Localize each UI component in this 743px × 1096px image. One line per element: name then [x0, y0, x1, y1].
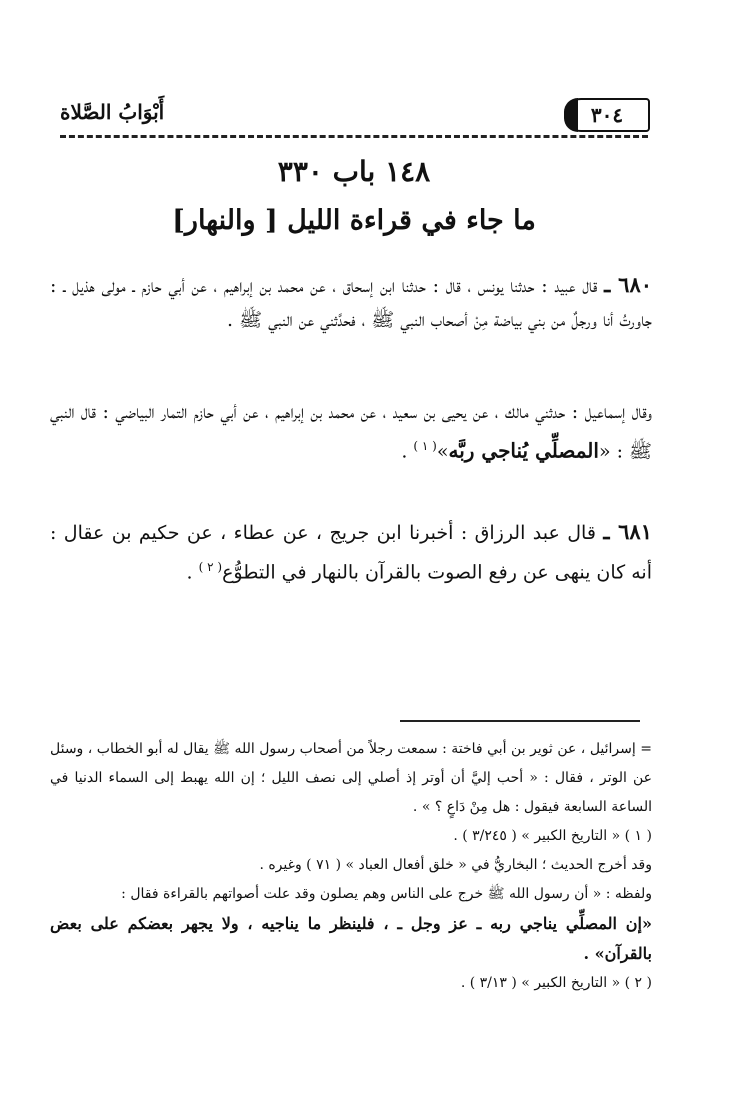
footnote-1-bold-quote: «إن المصلِّي يناجي ربه ـ عز وجل ـ ، فلينظر ما يناجيه ، ولا يجهر بعضكم على بعض بالقرآن» . [50, 914, 652, 963]
footnote-1-wording: ولفظه : « أن رسول الله ﷺ خرج على الناس وهم يصلون وقد علت أصواتهم بالقراءة فقال : [121, 886, 652, 902]
hadith-text: قال عبيد : حدثنا يونس ، قال : حدثنا ابن إسحاق ، عن محمد بن إبراهيم ، عن أبي حازم ـ مولى هذيل ـ : جاورتُ أنا ورجلٌ من بني بياضة مِنْ أصحاب النبي ﷺ ، فحدَّثني عن النبي ﷺ . [50, 275, 652, 331]
page-number: ٣٠٤ [564, 98, 650, 132]
period: . [186, 561, 199, 584]
hadith-text: وقال إسماعيل : حدثني مالك ، عن يحيى بن سعيد ، عن محمد بن إبراهيم ، عن أبي حازم التمار البياضي : قال النبي ﷺ : « [50, 401, 652, 463]
chapter-title: ما جاء في قراءة الليل [ والنهار] [172, 205, 536, 236]
hadith-680 [50, 268, 652, 337]
footnote-1: ( ١ ) « التاريخ الكبير » ( ٣/٢٤٥ ) . [453, 828, 652, 844]
quote-close: » [436, 440, 449, 463]
hadith-text: قال عبد الرزاق : أخبرنا ابن جريج ، عن عطاء ، عن حكيم بن عقال : أنه كان ينهى عن رفع الصوت بالقرآن بالنهار في التطوُّع [50, 522, 652, 584]
running-title: أَبْوَابُ الصَّلاة [60, 100, 165, 124]
period: . [401, 440, 414, 463]
footnote-ref-2: ( ٢ ) [198, 560, 223, 574]
hadith-matn-bold: المصلِّي يُناجي ربَّه [448, 438, 599, 463]
footnote-2: ( ٢ ) « التاريخ الكبير » ( ٣/١٣ ) . [460, 975, 652, 991]
header-divider [60, 135, 648, 138]
footnote-ref-1: ( ١ ) [413, 439, 437, 453]
chapter-heading: ١٤٨ باب ٣٣٠ [277, 155, 431, 188]
footnote-continuation: = إسرائيل ، عن ثوير بن أبي فاختة : سمعت رجلاً من أصحاب رسول الله ﷺ يقال له أبو الخطاب ، وسئل عن الوتر ، فقال : « أحب إليَّ أن أوتر إذ أصلي إلى نصف الليل ؛ إن الله يهبط إلى السماء الدنيا في الساعة السابعة فيقول : هل مِنْ دَاعٍ ؟ » . [50, 741, 652, 815]
hadith-680-second-chain [50, 395, 652, 468]
page-header [60, 96, 650, 136]
hadith-681 [50, 515, 652, 589]
hadith-number: ٦٨٠ ـ [604, 272, 653, 297]
footnotes [50, 735, 652, 998]
footnote-1-extra: وقد أخرج الحديث ؛ البخاريُّ في « خلق أفعال العباد » ( ٧١ ) وغيره . [259, 857, 652, 873]
hadith-number: ٦٨١ ـ [603, 519, 652, 544]
footnote-divider [400, 720, 640, 722]
